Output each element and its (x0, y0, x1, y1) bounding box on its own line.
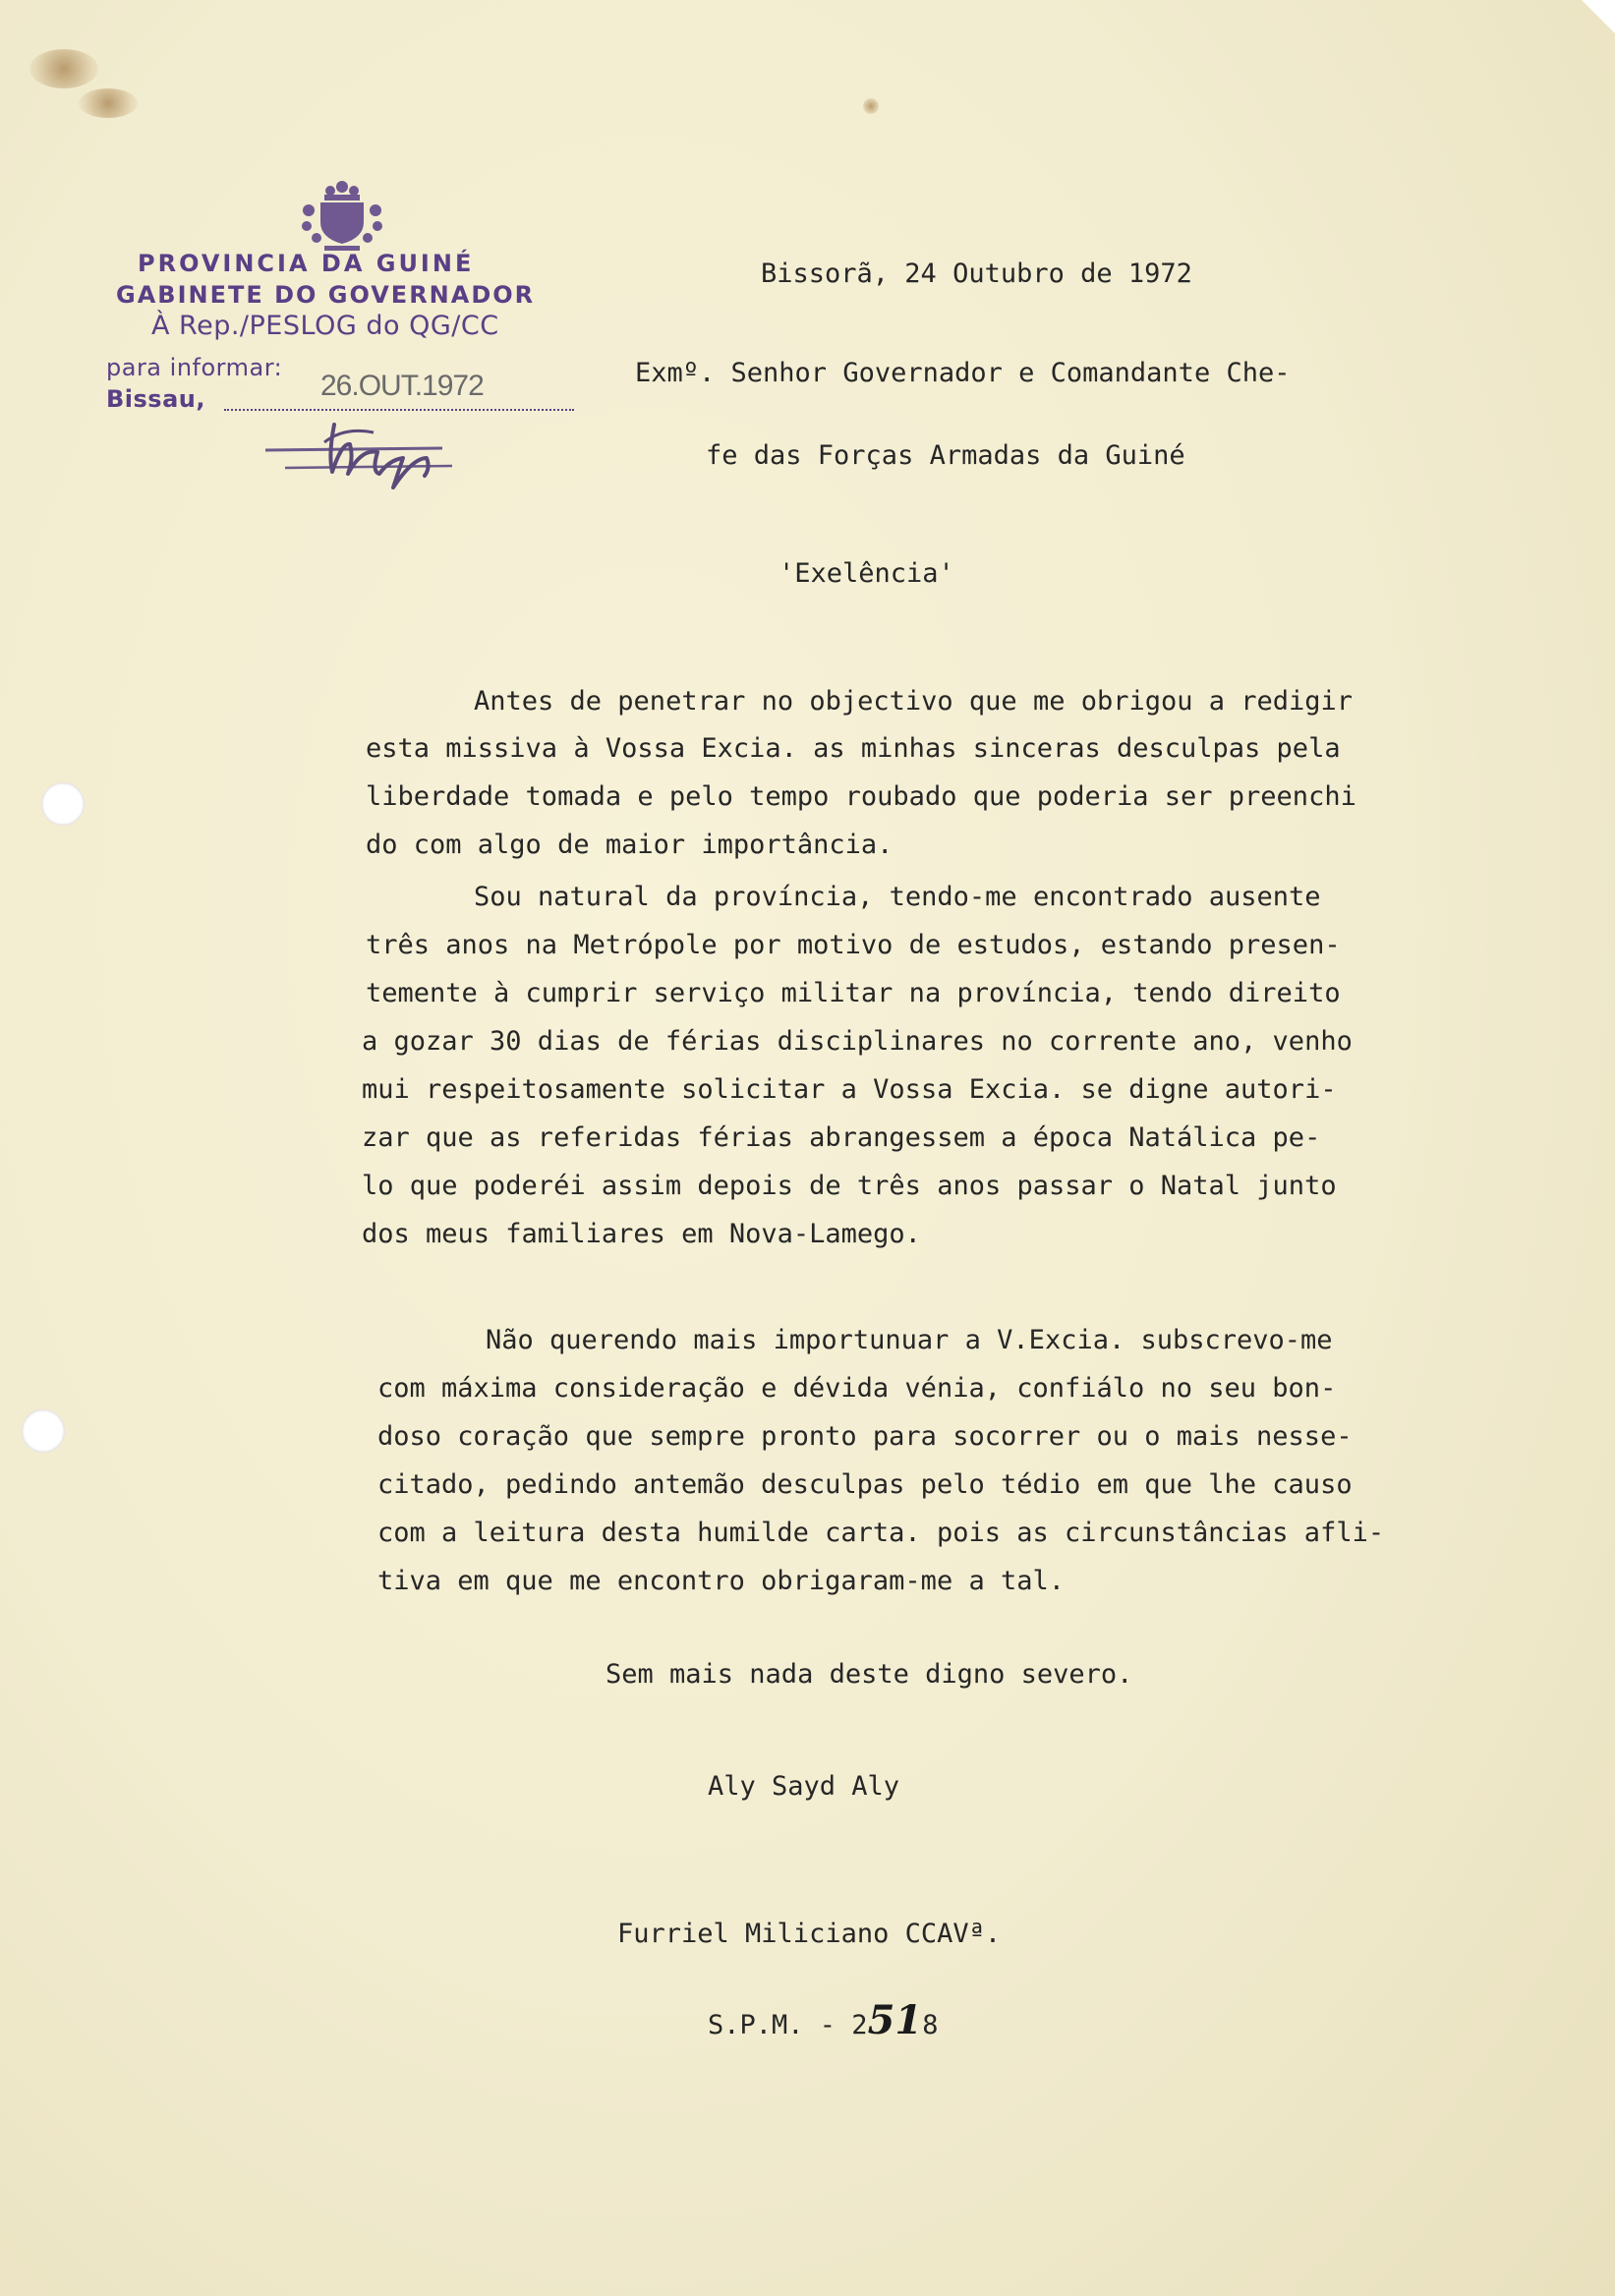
paragraph-1-line: do com algo de maior importância. (366, 830, 894, 860)
paragraph-3-line: com máxima consideração e dévida vénia, confiálo no seu bon- (377, 1373, 1337, 1404)
paragraph-3-line: doso coração que sempre pronto para socorrer ou o mais nesse- (377, 1421, 1353, 1452)
folded-corner (1582, 0, 1615, 33)
spm-prefix: S.P.M. - 2 (708, 2010, 868, 2040)
punch-hole-bottom (22, 1409, 65, 1453)
paragraph-2-line: zar que as referidas férias abrangessem a época Natálica pe- (362, 1122, 1321, 1153)
letter-place-date: Bissorã, 24 Outubro de 1972 (761, 258, 1192, 289)
stamp-dotted-line (224, 409, 574, 411)
paragraph-3-line: tiva em que me encontro obrigaram-me a tal. (377, 1566, 1065, 1596)
stain-mark (79, 88, 138, 118)
paragraph-2-line: dos meus familiares em Nova-Lamego. (362, 1219, 921, 1249)
stamp-bissau: Bissau, (106, 385, 205, 413)
coat-of-arms-icon (295, 177, 389, 254)
paragraph-2-line: Sou natural da província, tendo-me encontrado ausente (474, 882, 1321, 912)
stamp-date: 26.OUT.1972 (320, 370, 484, 402)
paragraph-3-line: com a leitura desta humilde carta. pois as circunstâncias afli- (377, 1518, 1385, 1548)
stamp-para-informar: para informar: (106, 354, 283, 381)
paragraph-2-line: três anos na Metrópole por motivo de estudos, estando presen- (366, 930, 1341, 960)
paragraph-1-line: Antes de penetrar no objectivo que me obrigou a redigir (474, 686, 1354, 717)
letter-address-line-2: fe das Forças Armadas da Guiné (706, 440, 1185, 471)
punch-hole-top (41, 782, 85, 826)
paragraph-2-line: mui respeitosamente solicitar a Vossa Excia. se digne autori- (362, 1074, 1337, 1105)
letter-spm (708, 1997, 939, 2043)
paragraph-1-line: liberdade tomada e pelo tempo roubado que poderia ser preenchi (366, 781, 1356, 812)
paragraph-2-line: temente à cumprir serviço militar na província, tendo direito (366, 978, 1341, 1008)
paragraph-3-line: citado, pedindo antemão desculpas pelo tédio em que lhe causo (377, 1469, 1353, 1500)
paragraph-2-line: a gozar 30 dias de férias disciplinares no corrente ano, venho (362, 1026, 1353, 1057)
letter-salutation: 'Exelência' (779, 558, 954, 589)
stain-mark (29, 49, 98, 88)
letter-signature: Aly Sayd Aly (708, 1771, 900, 1802)
stain-mark (863, 98, 879, 114)
official-stamp (98, 177, 590, 501)
letter-address-line-1: Exmº. Senhor Governador e Comandante Che- (635, 358, 1291, 388)
paragraph-1-line: esta missiva à Vossa Excia. as minhas sinceras desculpas pela (366, 733, 1341, 764)
letter-closing: Sem mais nada deste digno severo. (606, 1659, 1133, 1690)
spm-handwritten-digits: 51 (867, 1997, 923, 2043)
spm-suffix: 8 (922, 2010, 939, 2040)
paragraph-3-line: Não querendo mais importunuar a V.Excia. subscrevo-me (486, 1325, 1333, 1355)
letter-rank: Furriel Miliciano CCAVª. (617, 1919, 1002, 1949)
stamp-department: À Rep./PESLOG do QG/CC (151, 311, 499, 341)
paragraph-2-line: lo que poderéi assim depois de três anos passar o Natal junto (362, 1171, 1337, 1201)
stamp-province: PROVINCIA DA GUINÉ (138, 250, 475, 277)
official-signature (265, 413, 462, 491)
stamp-cabinet: GABINETE DO GOVERNADOR (116, 281, 536, 309)
